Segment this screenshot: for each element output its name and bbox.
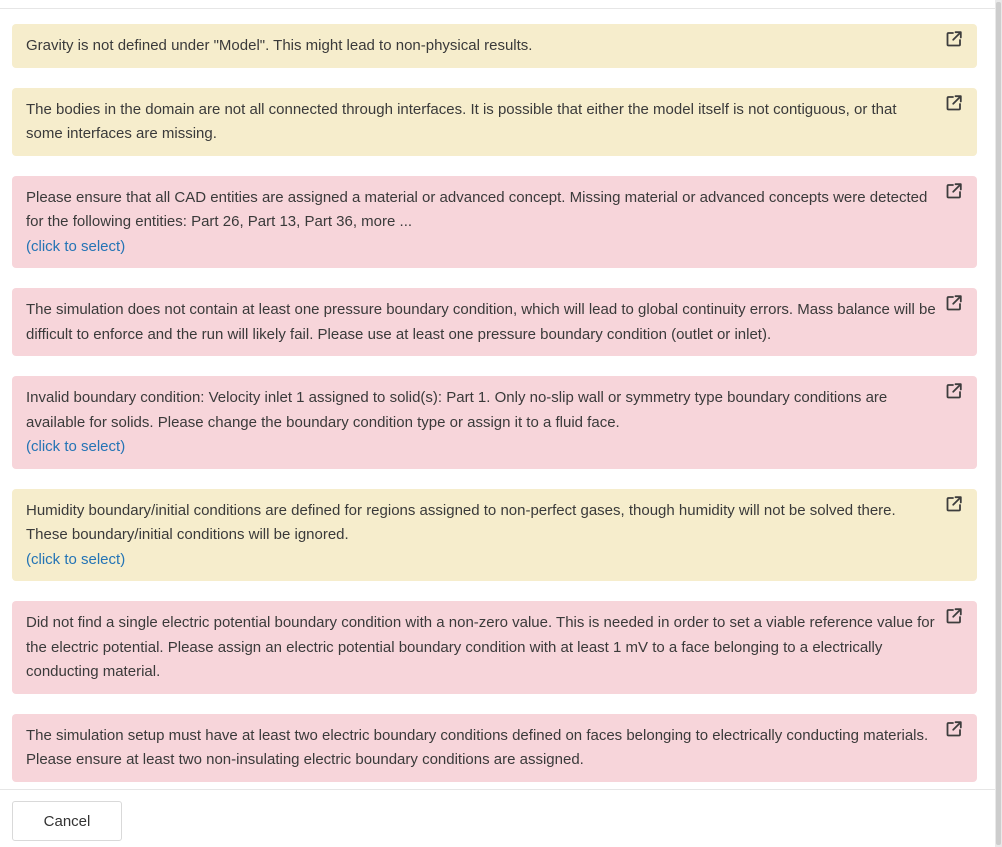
- message-item: [12, 88, 977, 156]
- message-item: [12, 176, 977, 269]
- external-link-icon[interactable]: [945, 495, 963, 513]
- message-text: Did not find a single electric potential boundary condition with a non-zero value. This is needed in order to set a viable reference value for the electric potential. Please assign an electric potential boundary condition with at least 1 mV to a face belonging to a electrically conducting material.: [26, 614, 935, 680]
- click-to-select-link[interactable]: (click to select): [26, 237, 126, 255]
- click-to-select-link[interactable]: (click to select): [26, 550, 126, 568]
- external-link-icon[interactable]: [945, 94, 963, 112]
- message-text: Invalid boundary condition: Velocity inlet 1 assigned to solid(s): Part 1. Only no-slip wall or symmetry type boundary conditions are available for solids. Please change the boundary condition type or assign it to a fluid face.: [26, 389, 888, 431]
- scrollbar-thumb[interactable]: [996, 2, 1001, 845]
- message-item: [12, 288, 977, 356]
- message-text: The simulation setup must have at least two electric boundary conditions defined on faces belonging to electrically conducting materials. Please ensure at least two non-insulating electric boundary conditions are assigned.: [26, 726, 929, 768]
- message-list: [12, 24, 977, 802]
- message-text: The simulation does not contain at least one pressure boundary condition, which will lead to global continuity errors. Mass balance will be difficult to enforce and the run will likely fail. Please use at least one pressure boundary condition (outlet or inlet).: [26, 301, 936, 343]
- external-link-icon[interactable]: [945, 30, 963, 48]
- message-text: Humidity boundary/initial conditions are defined for regions assigned to non-perfect gases, though humidity will not be solved there. These boundary/initial conditions will be ignored.: [26, 501, 896, 543]
- message-item: [12, 601, 977, 694]
- message-item: [12, 489, 977, 582]
- message-text: Please ensure that all CAD entities are assigned a material or advanced concept. Missing material or advanced concepts were detected for the following entities: Part 26, Part 13, Part 36, more ...: [26, 188, 928, 230]
- external-link-icon[interactable]: [945, 720, 963, 738]
- external-link-icon[interactable]: [945, 607, 963, 625]
- external-link-icon[interactable]: [945, 182, 963, 200]
- message-item: [12, 24, 977, 68]
- external-link-icon[interactable]: [945, 294, 963, 312]
- message-item: [12, 714, 977, 782]
- message-item: [12, 376, 977, 469]
- message-text: The bodies in the domain are not all connected through interfaces. It is possible that either the model itself is not contiguous, or that some interfaces are missing.: [26, 100, 897, 142]
- external-link-icon[interactable]: [945, 382, 963, 400]
- message-text: Gravity is not defined under "Model". This might lead to non-physical results.: [26, 37, 533, 54]
- cancel-button[interactable]: Cancel: [12, 801, 122, 841]
- top-divider: [0, 8, 995, 9]
- footer-divider: [0, 789, 995, 790]
- click-to-select-link[interactable]: (click to select): [26, 438, 126, 455]
